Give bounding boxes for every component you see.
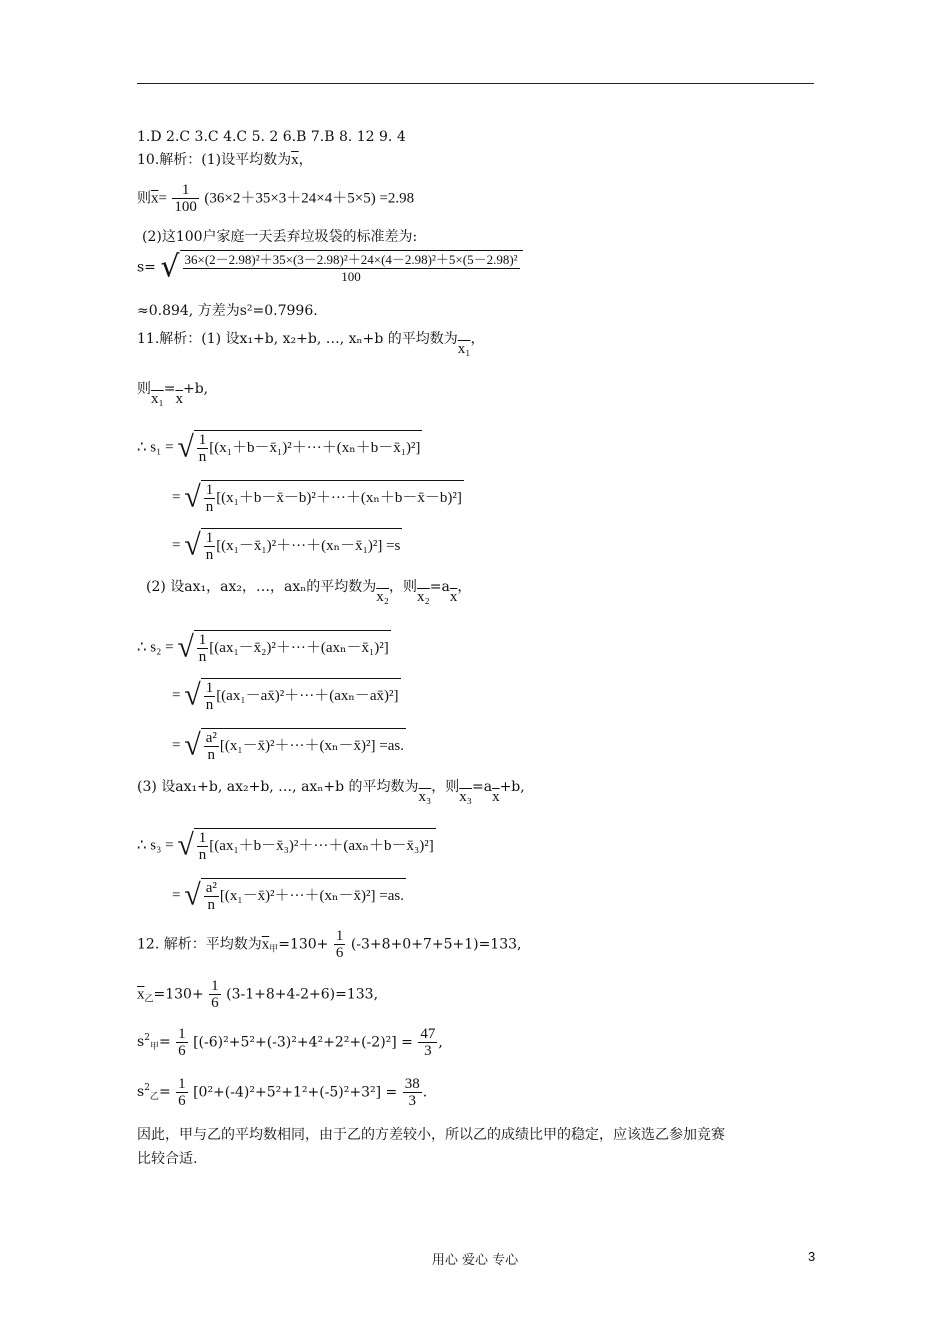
q11-s1-line1: ∴ s₁ = √ $\frac{1}{n}$ [(x₁＋b－x̄₁)²＋···＋(xₙ＋b－x̄₁)²] xyxy=(137,430,421,465)
q12-var-yi: $s^2_乙=$ $\frac{1}{6}$ [0²+(-4)²+5²+1²+(-5)²+3²] = $\frac{38}{3}$ . xyxy=(137,1076,428,1109)
header-rule xyxy=(137,83,814,84)
page-number: 3 xyxy=(808,1249,816,1264)
q12-conclusion-line2: 比较合适. xyxy=(137,1151,198,1167)
q11-relation1: 则$x_1=\overline{x}+b$, xyxy=(137,381,209,407)
q10-std-formula: s= √ $\frac{\text{36×(2－2.98)²＋35×(3－2.98)²＋24×(4－2.98)²＋5×(5－2.98)²}}{100}$ xyxy=(137,250,523,285)
q10-result: ≈0.894, 方差为s²=0.7996. xyxy=(137,303,318,319)
answers-line: 1.D 2.C 3.C 4.C 5. 2 6.B 7.B 8. 12 9. 4 xyxy=(137,129,406,145)
fraction: $\frac{1}{100}$ xyxy=(174,182,197,215)
q11-s3-line2: = √ $\frac{\text{a²}}{n}$ [(x₁－x̄)²＋···＋(xₙ－x̄)²] =as. xyxy=(172,878,404,913)
q12-var-jia: $s^2_甲=$ $\frac{1}{6}$ [(-6)²+5²+(-3)²+4²+2²+(-2)²] = $\frac{47}{3}$ , xyxy=(137,1026,443,1059)
q10-mean: 则$\overline{x}=$ $\frac{1}{100}$ (36×2＋35×3＋24×4＋5×5) =2.98 xyxy=(137,182,415,215)
q11-s3-line1: ∴ s₃ = √ $\frac{1}{n}$ [(ax₁＋b－x̄₃)²＋···＋(axₙ＋b－x̄₃)²] xyxy=(137,828,434,863)
page-footer: 用心 爱心 专心 xyxy=(431,1253,519,1268)
q11-part3: (3) 设ax₁+b, ax₂+b, …, axₙ+b 的平均数为x₃，则$x_3=a\overline{x}+b$, xyxy=(137,779,525,805)
q11-s2-line3: = √ $\frac{\text{a²}}{n}$ [(x₁－x̄)²＋···＋(xₙ－x̄)²] =as. xyxy=(172,728,404,763)
q10-part2: (2)这100户家庭一天丢弃垃圾袋的标准差为: xyxy=(142,229,418,245)
q11-s1-line2: = √ $\frac{1}{n}$ [(x₁＋b－x̄－b)²＋···＋(xₙ＋b－x̄－b)²] xyxy=(172,480,462,515)
q12-mean-jia: 12. 解析：平均数为$\overline{x}_甲=130+$ $\frac{1}{6}$ (-3+8+0+7+5+1)=133, xyxy=(137,928,522,961)
q11-intro: 11.解析：(1) 设x₁+b, x₂+b, …, xₙ+b 的平均数为x₁， xyxy=(137,331,485,357)
q10-intro: 10.解析：(1)设平均数为$\overline{x}$， xyxy=(137,152,313,168)
q11-s2-line2: = √ $\frac{1}{n}$ [(ax₁－ax̄)²＋···＋(axₙ－ax̄)²] xyxy=(172,678,399,713)
q12-conclusion-line1: 因此，甲与乙的平均数相同，由于乙的方差较小，所以乙的成绩比甲的稳定，应该选乙参加竞赛 xyxy=(137,1127,725,1143)
q11-part2: (2) 设ax₁，ax₂，…，axₙ的平均数为x₂，则$x_2=a\overline{x}$， xyxy=(146,579,472,605)
q11-s2-line1: ∴ s₂ = √ $\frac{1}{n}$ [(ax₁－x̄₂)²＋···＋(axₙ－x̄₁)²] xyxy=(137,630,389,665)
q12-mean-yi: $\overline{x}_乙=130+$ $\frac{1}{6}$ (3-1+8+4-2+6)=133, xyxy=(137,978,379,1011)
q11-s1-line3: = √ $\frac{1}{n}$ [(x₁－x̄₁)²＋···＋(xₙ－x̄₁)²] =s xyxy=(172,528,401,563)
